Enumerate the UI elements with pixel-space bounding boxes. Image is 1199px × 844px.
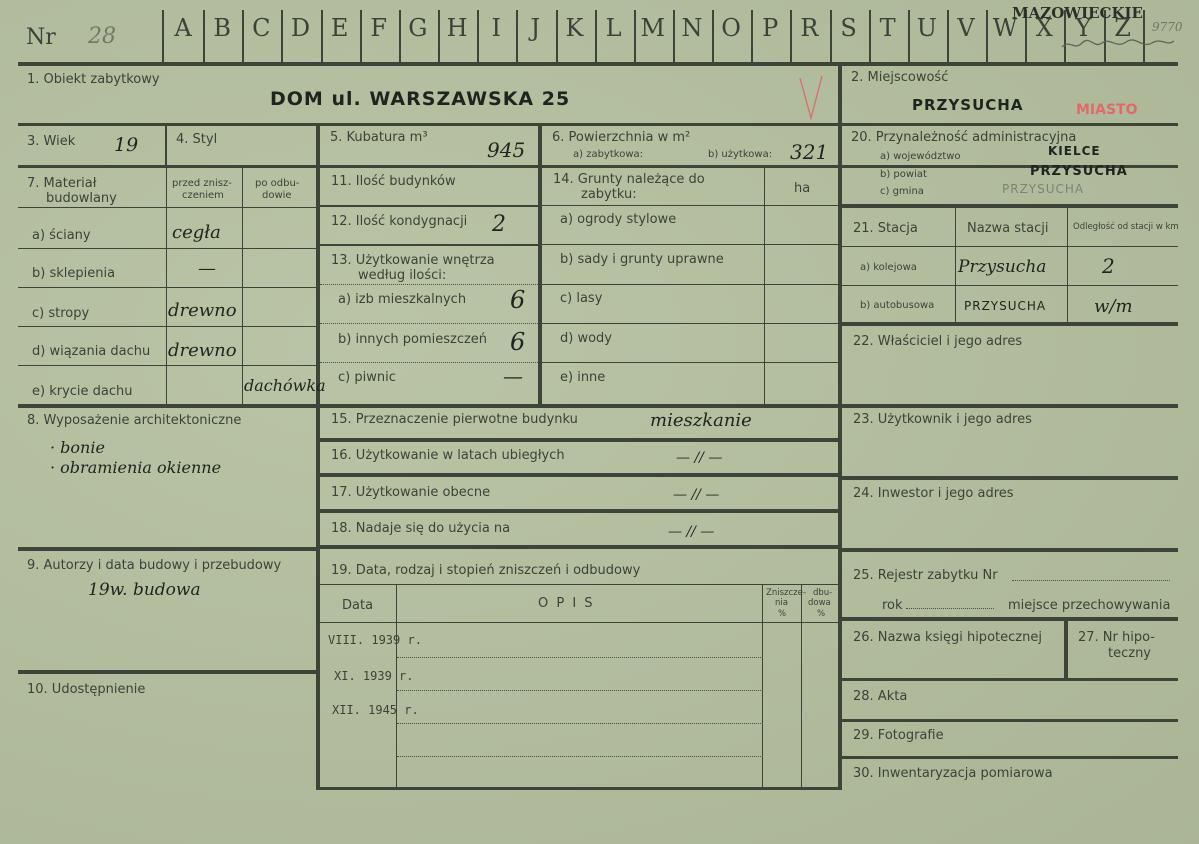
field-7b-before: — xyxy=(198,258,216,279)
index-letter-o: O xyxy=(721,14,741,42)
field-14-label-1: 14. Grunty należące do xyxy=(553,172,705,187)
field-9-label: 9. Autorzy i data budowy i przebudowy xyxy=(27,558,282,573)
town-stamp: MIASTO xyxy=(1076,102,1138,118)
field-7d-before: drewno xyxy=(168,340,237,361)
field-16-label: 16. Użytkowanie w latach ubiegłych xyxy=(331,448,565,463)
field-12-value: 2 xyxy=(492,212,506,237)
field-7-col-after-2: dowie xyxy=(262,190,292,201)
field-7a-label: a) ściany xyxy=(32,228,91,243)
field-6a-label: a) zabytkowa: xyxy=(573,149,643,160)
field-6-label: 6. Powierzchnia w m² xyxy=(552,130,691,145)
field-3-value: 19 xyxy=(114,134,139,156)
field-14d-label: d) wody xyxy=(560,331,612,346)
field-5-label: 5. Kubatura m³ xyxy=(330,130,428,145)
field-25-label: 25. Rejestr zabytku Nr xyxy=(853,568,998,583)
field-7a-before: cegła xyxy=(172,222,221,243)
index-letter-b: B xyxy=(213,14,231,42)
field-20b-label: b) powiat xyxy=(880,169,927,180)
field-6b-value: 321 xyxy=(790,140,829,164)
field-26-label: 26. Nazwa księgi hipotecznej xyxy=(853,630,1042,645)
field-17-value: — // — xyxy=(673,487,720,503)
field-20c-value: PRZYSUCHA xyxy=(1002,182,1085,196)
nr-value: 28 xyxy=(88,24,116,49)
field-13b-value: 6 xyxy=(510,328,526,356)
field-19-col-destroy-1: Zniszcze- xyxy=(766,588,806,598)
field-20a-value: KIELCE xyxy=(1048,144,1101,158)
index-letter-k: K xyxy=(565,14,584,42)
field-14c-label: c) lasy xyxy=(560,291,603,306)
field-7-col-before-2: czeniem xyxy=(182,190,224,201)
field-7-col-after-1: po odbu- xyxy=(255,178,300,189)
field-18-label: 18. Nadaje się do użycia na xyxy=(331,521,511,536)
field-13c-label: c) piwnic xyxy=(338,370,396,385)
field-7b-label: b) sklepienia xyxy=(32,266,116,281)
index-letter-j: J xyxy=(530,14,541,42)
field-19-date-3: XII. 1945 r. xyxy=(332,703,419,717)
field-28-label: 28. Akta xyxy=(853,689,908,704)
field-21-col-name: Nazwa stacji xyxy=(967,221,1049,236)
field-16-value: — // — xyxy=(676,450,723,466)
field-6b-label: b) użytkowa: xyxy=(708,149,773,160)
field-30-label: 30. Inwentaryzacja pomiarowa xyxy=(853,766,1053,781)
field-7d-label: d) wiązania dachu xyxy=(32,344,151,359)
field-15-value: mieszkanie xyxy=(650,410,752,431)
field-7-label-1: 7. Materiał xyxy=(27,176,97,191)
field-13a-value: 6 xyxy=(510,286,526,314)
field-7e-after: dachówka xyxy=(244,376,326,395)
field-10-label: 10. Udostępnienie xyxy=(27,682,146,697)
field-17-label: 17. Użytkowanie obecne xyxy=(331,485,491,500)
field-13-label-2: według ilości: xyxy=(358,268,447,283)
index-letter-e: E xyxy=(330,14,349,42)
index-letter-m: M xyxy=(640,14,666,42)
field-13c-value: — xyxy=(503,364,523,388)
field-24-label: 24. Inwestor i jego adres xyxy=(853,486,1014,501)
index-letter-g: G xyxy=(408,14,428,42)
index-letter-p: P xyxy=(762,14,779,42)
field-21b-dist: w/m xyxy=(1094,296,1133,317)
field-19-col-rebuild-2: dowa xyxy=(808,598,831,608)
field-7e-label: e) krycie dachu xyxy=(32,384,133,399)
field-7-label-2: budowlany xyxy=(46,191,117,206)
field-14b-label: b) sady i grunty uprawne xyxy=(560,252,724,267)
index-letter-s: S xyxy=(840,14,857,42)
index-letter-v: V xyxy=(957,14,975,42)
index-letter-t: T xyxy=(879,14,896,42)
field-8-label: 8. Wyposażenie architektoniczne xyxy=(27,413,242,428)
field-13-label-1: 13. Użytkowanie wnętrza xyxy=(331,253,495,268)
field-9-value: 19w. budowa xyxy=(88,580,201,600)
field-1-value: DOM ul. WARSZAWSKA 25 xyxy=(270,88,571,110)
field-27-label-2: teczny xyxy=(1108,646,1151,661)
field-19-date-2: XI. 1939 r. xyxy=(334,669,414,683)
field-8-line-1: · bonie xyxy=(50,438,105,457)
field-25-miejsce: miejsce przechowywania xyxy=(1008,598,1171,613)
index-letter-w: W xyxy=(992,14,1018,42)
field-13b-label: b) innych pomieszczeń xyxy=(338,332,488,347)
field-5-value: 945 xyxy=(487,138,526,162)
field-21a-dist: 2 xyxy=(1102,254,1115,278)
field-19-rebuild-pct: % xyxy=(817,609,826,619)
index-letter-l: L xyxy=(605,14,622,42)
field-19-label: 19. Data, rodzaj i stopień zniszczeń i odbudowy xyxy=(331,563,641,578)
field-1-label: 1. Obiekt zabytkowy xyxy=(27,72,160,87)
region-stamp: MAZOWIECKIE xyxy=(1012,4,1143,22)
field-2-value: PRZYSUCHA xyxy=(912,96,1024,114)
field-14e-label: e) inne xyxy=(560,370,606,385)
field-20-label: 20. Przynależność administracyjna xyxy=(851,130,1077,145)
index-letter-a: A xyxy=(174,14,192,42)
field-19-col-date: Data xyxy=(342,598,374,613)
signature xyxy=(1060,36,1176,50)
field-20a-label: a) województwo xyxy=(880,151,961,162)
field-3-label: 3. Wiek xyxy=(27,134,76,149)
field-21b-label: b) autobusowa xyxy=(860,300,935,311)
index-letter-f: F xyxy=(370,14,388,42)
index-letter-c: C xyxy=(252,14,271,42)
field-19-destroy-pct: % xyxy=(778,609,787,619)
index-letter-d: D xyxy=(290,14,311,42)
index-letter-x: X xyxy=(1035,14,1053,42)
field-4-label: 4. Styl xyxy=(176,132,218,147)
field-7c-before: drewno xyxy=(168,300,237,321)
field-20b-value: PRZYSUCHA xyxy=(1030,164,1128,179)
field-18-value: — // — xyxy=(668,524,715,540)
field-21-label: 21. Stacja xyxy=(853,221,918,236)
field-19-col-destroy-2: nia xyxy=(775,598,788,608)
stamp-number: 9770 xyxy=(1152,20,1183,34)
field-14-unit: ha xyxy=(794,181,811,196)
field-21a-label: a) kolejowa xyxy=(860,262,917,273)
index-letter-h: H xyxy=(446,14,468,42)
check-mark xyxy=(796,74,826,128)
index-letter-z: Z xyxy=(1114,14,1131,42)
field-19-col-rebuild-1: dbu- xyxy=(813,588,833,598)
field-23-label: 23. Użytkownik i jego adres xyxy=(853,412,1032,427)
field-13a-label: a) izb mieszkalnych xyxy=(338,292,467,307)
field-15-label: 15. Przeznaczenie pierwotne budynku xyxy=(331,412,578,427)
field-21a-name: Przysucha xyxy=(958,257,1047,277)
field-12-label: 12. Ilość kondygnacji xyxy=(331,214,468,229)
field-22-label: 22. Właściciel i jego adres xyxy=(853,334,1023,349)
field-14a-label: a) ogrody stylowe xyxy=(560,212,677,227)
index-letter-r: R xyxy=(800,14,819,42)
nr-label: Nr xyxy=(26,25,56,50)
field-8-line-2: · obramienia okienne xyxy=(50,458,222,477)
field-19-col-opis: O P I S xyxy=(538,596,595,611)
field-21b-name: PRZYSUCHA xyxy=(964,299,1047,313)
field-21-col-dist: Odległość od stacji w km xyxy=(1073,222,1179,232)
field-20c-label: c) gmina xyxy=(880,186,924,197)
field-11-label: 11. Ilość budynków xyxy=(331,174,456,189)
field-2-label: 2. Miejscowość xyxy=(851,70,949,85)
index-letter-i: I xyxy=(491,14,501,42)
field-7-col-before-1: przed znisz- xyxy=(172,178,232,189)
field-27-label-1: 27. Nr hipo- xyxy=(1078,630,1155,645)
field-14-label-2: zabytku: xyxy=(581,187,637,202)
field-7c-label: c) stropy xyxy=(32,306,90,321)
field-19-date-1: VIII. 1939 r. xyxy=(328,633,422,647)
field-29-label: 29. Fotografie xyxy=(853,728,944,743)
index-letter-n: N xyxy=(681,14,703,42)
index-letter-y: Y xyxy=(1075,14,1092,42)
field-25-rok: rok xyxy=(882,598,903,613)
index-letter-u: U xyxy=(916,14,937,42)
